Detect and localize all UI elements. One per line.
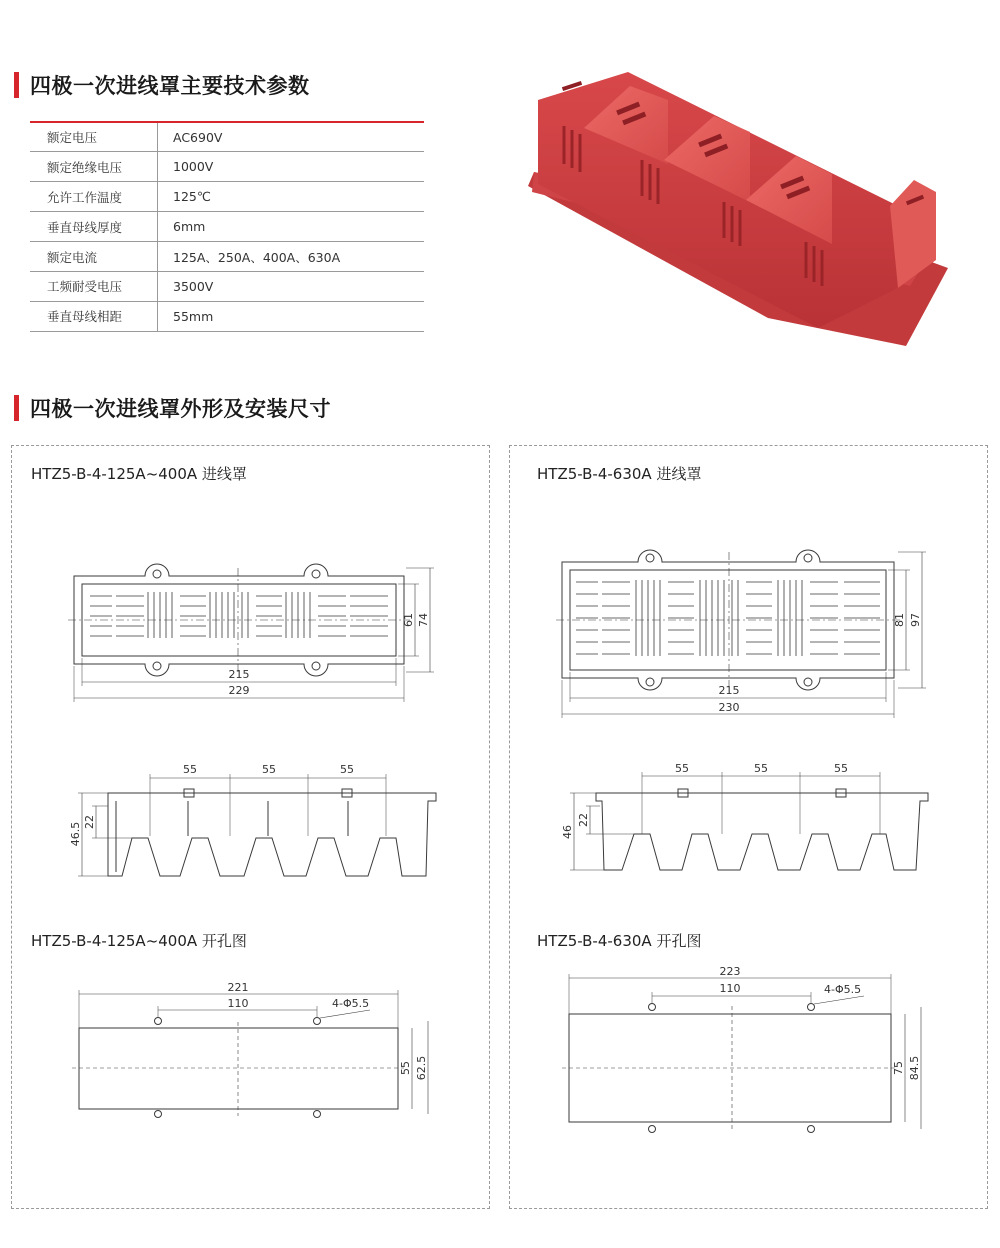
drawing-caption: HTZ5-B-4-125A~400A 进线罩 [31,465,247,483]
title-accent-bar [14,395,19,421]
product-photo [518,56,950,356]
spec-name: 垂直母线相距 [30,301,158,331]
dim-label: 4-Φ5.5 [824,983,862,996]
dim-label: 46 [561,825,574,839]
table-row [30,301,424,331]
spec-name: 额定电流 [30,242,158,272]
drawing-panel-right [509,445,988,1209]
dim-label: 55 [399,1061,412,1075]
title-accent-bar [14,72,19,98]
spec-value: 125A、250A、400A、630A [158,242,425,272]
spec-name: 工频耐受电压 [30,271,158,301]
table-row [30,152,424,182]
dim-label: 229 [228,684,250,697]
dim-label: 75 [892,1061,905,1075]
dim-label: 22 [577,813,590,827]
spec-value: 125℃ [158,182,425,212]
cutout-labels [510,446,987,1208]
table-row [30,122,424,152]
table-row [30,182,424,212]
dim-label: 62.5 [415,1055,428,1081]
spec-name: 允许工作温度 [30,182,158,212]
spec-name: 额定绝缘电压 [30,152,158,182]
table-row [30,271,424,301]
dim-label: 97 [909,613,922,627]
dim-label: 22 [83,815,96,829]
dim-label: 55 [675,762,689,775]
section-title-specs [14,71,310,99]
dim-label: 55 [183,763,197,776]
dim-label: 55 [262,763,276,776]
drawing-caption: HTZ5-B-4-125A~400A 开孔图 [31,932,247,950]
table-row [30,242,424,272]
dim-label: 55 [754,762,768,775]
dim-label: 223 [719,965,741,978]
section-title-text: 四极一次进线罩外形及安装尺寸 [30,397,331,421]
dim-label: 55 [834,762,848,775]
spec-value: 1000V [158,152,425,182]
dim-label: 110 [227,997,249,1010]
dim-label: 84.5 [908,1055,921,1081]
table-row [30,212,424,242]
dim-label: 4-Φ5.5 [332,997,370,1010]
spec-table [30,121,424,332]
dim-label: 55 [340,763,354,776]
spec-value: 6mm [158,212,425,242]
section-title-text: 四极一次进线罩主要技术参数 [30,74,310,98]
spec-value: AC690V [158,122,425,152]
dim-label: 215 [718,684,740,697]
drawing-panel-left [11,445,490,1209]
spec-name: 垂直母线厚度 [30,212,158,242]
dim-label: 221 [227,981,249,994]
drawing-caption: HTZ5-B-4-630A 开孔图 [537,932,702,950]
dim-label: 110 [719,982,741,995]
dim-label: 74 [417,613,430,627]
dim-label: 230 [718,701,740,714]
dim-label: 215 [228,668,250,681]
dim-label: 81 [893,613,906,627]
spec-value: 3500V [158,271,425,301]
cutout-labels [12,446,489,1208]
spec-name: 额定电压 [30,122,158,152]
spec-value: 55mm [158,301,425,331]
dim-label: 61 [402,613,415,627]
drawing-caption: HTZ5-B-4-630A 进线罩 [537,465,702,483]
dim-label: 46.5 [69,821,82,847]
section-title-dimensions [14,394,331,422]
